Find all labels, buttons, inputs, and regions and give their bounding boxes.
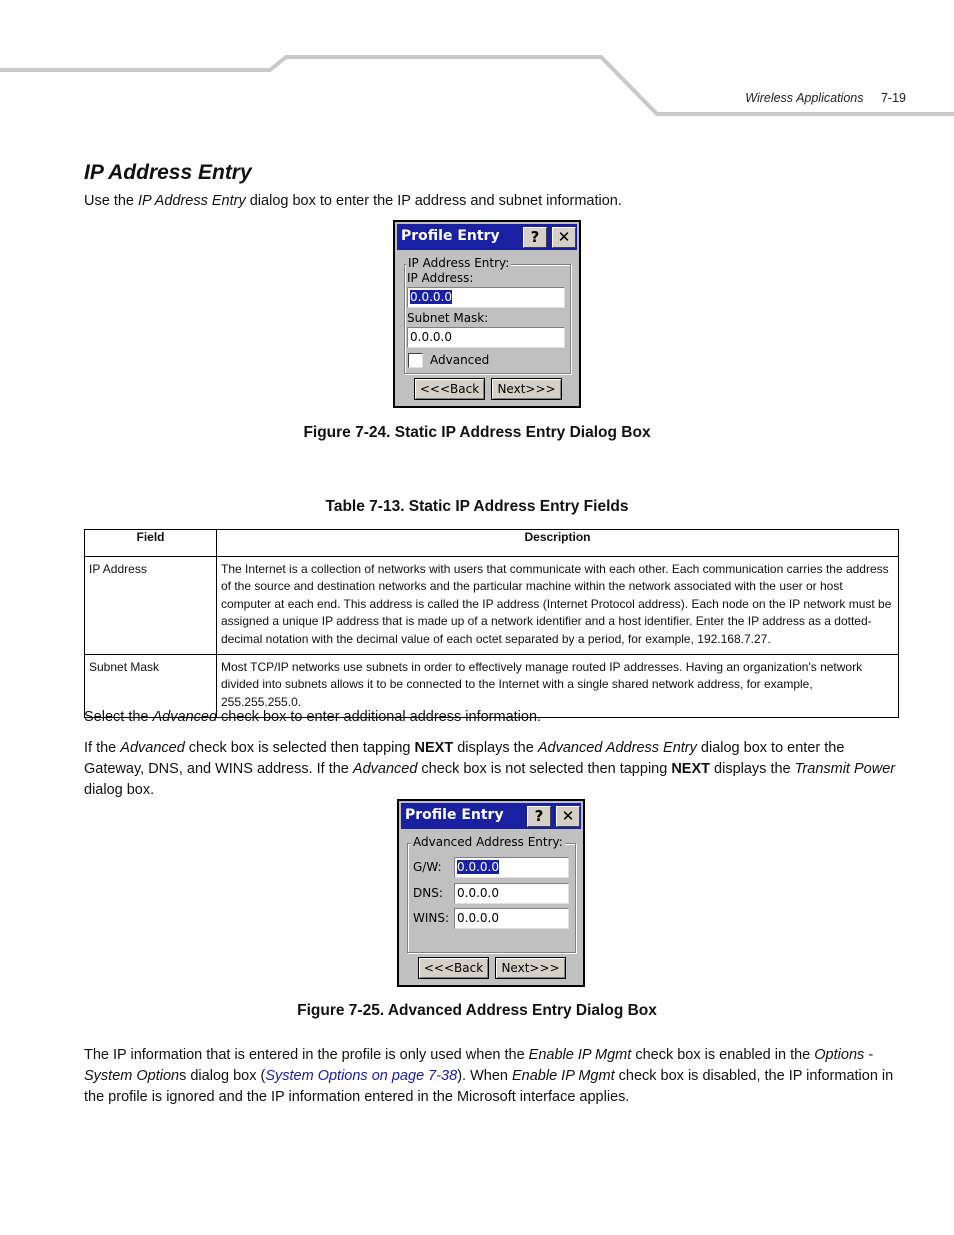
field-cell: IP Address bbox=[85, 557, 217, 655]
next-button[interactable]: Next>>> bbox=[491, 378, 562, 400]
gateway-field[interactable]: 0.0.0.0 bbox=[454, 857, 569, 878]
back-button[interactable]: <<<Back bbox=[418, 957, 489, 979]
figure-24-caption: Figure 7-24. Static IP Address Entry Dialog Box bbox=[303, 424, 651, 441]
close-button[interactable]: ✕ bbox=[556, 806, 580, 827]
dialog-title: Profile Entry bbox=[405, 807, 504, 823]
table-row bbox=[85, 557, 899, 655]
select-advanced-paragraph: Select the Advanced check box to enter additional address information. bbox=[84, 709, 542, 725]
ip-address-label: IP Address: bbox=[407, 271, 474, 285]
advanced-checkbox-label: Advanced bbox=[430, 353, 490, 367]
back-button[interactable]: <<<Back bbox=[414, 378, 485, 400]
section-heading: IP Address Entry bbox=[84, 161, 252, 184]
dialog-title: Profile Entry bbox=[401, 228, 500, 244]
description-cell: Most TCP/IP networks use subnets in order to effectively manage routed IP addresses. Having an organization's network divided into subnets allows it to be connected to the Internet with a single shared network address, for example, 255.255.255.0. bbox=[217, 655, 899, 718]
dialog-titlebar bbox=[401, 803, 581, 829]
description-cell: The Internet is a collection of networks with users that communicate with each other. Each communication carries the address of the source and destination networks and the particular machine within the network associated with the user or host computer at each end. This address is called the IP address (Internet Protocol address). Each node on the IP network must be assigned a unique IP address that is made up of a network identifier and a host identifier. Enter the IP address as a dotted-decimal notation with the decimal value of each octet separated by a period, for example, 192.168.7.27. bbox=[217, 557, 899, 655]
wins-field[interactable]: 0.0.0.0 bbox=[454, 908, 569, 929]
gateway-label: G/W: bbox=[413, 860, 442, 874]
profile-entry-dialog-advanced bbox=[397, 799, 585, 987]
dns-field[interactable]: 0.0.0.0 bbox=[454, 883, 569, 904]
static-ip-fields-table bbox=[84, 529, 899, 718]
group-label: Advanced Address Entry: bbox=[413, 835, 563, 849]
ip-address-field[interactable]: 0.0.0.0 bbox=[407, 287, 565, 308]
help-button[interactable]: ? bbox=[527, 806, 551, 827]
intro-paragraph: Use the IP Address Entry dialog box to enter the IP address and subnet information. bbox=[84, 193, 622, 209]
system-options-link[interactable]: System Options on page 7-38 bbox=[265, 1068, 458, 1084]
next-button[interactable]: Next>>> bbox=[495, 957, 566, 979]
table-header-row bbox=[85, 530, 899, 557]
column-header-description: Description bbox=[217, 530, 899, 557]
close-button[interactable]: ✕ bbox=[552, 227, 576, 248]
running-header-section: Wireless Applications bbox=[745, 91, 864, 105]
table-caption: Table 7-13. Static IP Address Entry Fields bbox=[325, 498, 629, 515]
page-number: 7-19 bbox=[880, 91, 906, 105]
group-label: IP Address Entry: bbox=[408, 256, 510, 270]
field-cell: Subnet Mask bbox=[85, 655, 217, 718]
dialog-titlebar bbox=[397, 224, 577, 250]
subnet-mask-label: Subnet Mask: bbox=[407, 311, 489, 325]
help-button[interactable]: ? bbox=[523, 227, 547, 248]
wins-label: WINS: bbox=[413, 911, 450, 925]
ip-management-paragraph: The IP information that is entered in the profile is only used when the Enable IP Mgmt check box is enabled in the Options - System Options dialog box (System Options on page 7-38). When Enable IP Mgmt check box is disabled, the IP information in the profile is ignored and the IP information entered in the Microsoft interface applies. bbox=[84, 1047, 894, 1105]
dns-label: DNS: bbox=[413, 886, 443, 900]
column-header-field: Field bbox=[85, 530, 217, 557]
advanced-checkbox[interactable] bbox=[408, 353, 423, 368]
running-header bbox=[745, 91, 906, 105]
subnet-mask-field[interactable]: 0.0.0.0 bbox=[407, 327, 565, 348]
advanced-next-paragraph: If the Advanced check box is selected then tapping NEXT displays the Advanced Address Entry dialog box to enter the Gateway, DNS, and WINS address. If the Advanced check box is not selected then tapping NEXT displays the Transmit Power dialog box. bbox=[84, 740, 896, 798]
figure-25-caption: Figure 7-25. Advanced Address Entry Dialog Box bbox=[297, 1002, 657, 1019]
profile-entry-dialog-ip bbox=[393, 220, 581, 408]
